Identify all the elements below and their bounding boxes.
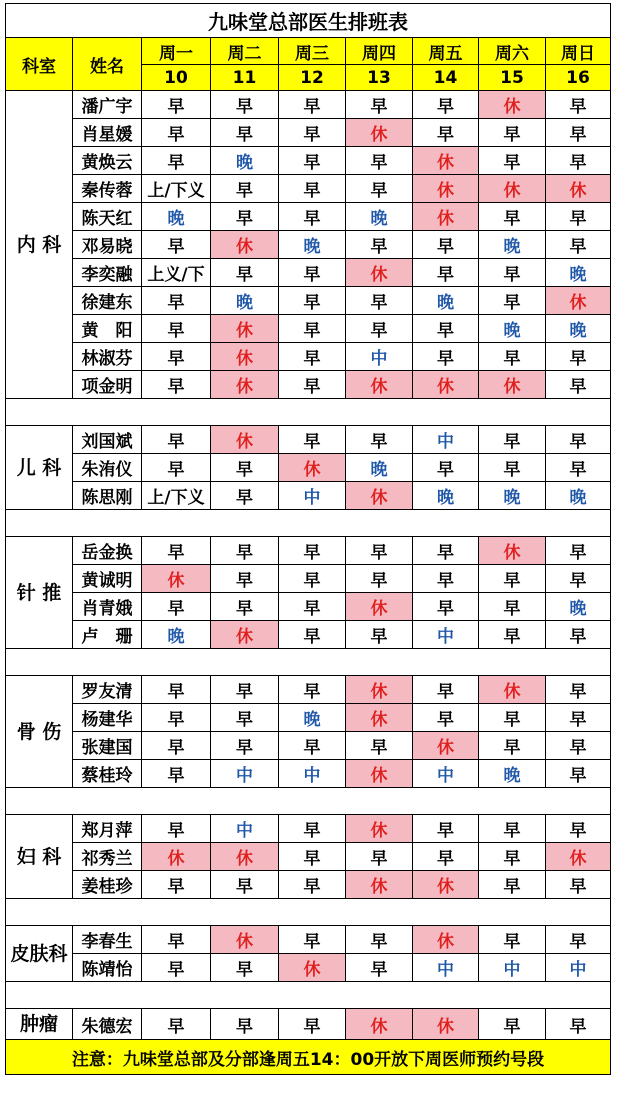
shift-cell: 早 — [279, 119, 346, 147]
name-header: 姓名 — [73, 38, 142, 91]
shift-cell: 休 — [346, 482, 413, 510]
date-header: 14 — [413, 65, 479, 91]
shift-cell: 休 — [546, 843, 611, 871]
doctor-name: 陈思刚 — [73, 482, 142, 510]
day-header: 周五 — [413, 38, 479, 65]
shift-cell: 中 — [279, 760, 346, 788]
shift-cell: 早 — [142, 426, 211, 454]
shift-cell: 休 — [142, 565, 211, 593]
shift-cell: 早 — [346, 147, 413, 175]
shift-cell: 晚 — [546, 482, 611, 510]
doctor-name: 朱德宏 — [73, 1009, 142, 1040]
shift-cell: 早 — [479, 287, 546, 315]
dept-label: 肿瘤 — [6, 1009, 73, 1040]
shift-cell: 早 — [546, 732, 611, 760]
shift-cell: 早 — [279, 259, 346, 287]
shift-cell: 早 — [479, 1009, 546, 1040]
shift-cell: 早 — [279, 621, 346, 649]
shift-cell: 早 — [479, 815, 546, 843]
doctor-name: 黄 阳 — [73, 315, 142, 343]
shift-cell: 早 — [211, 203, 279, 231]
shift-cell: 早 — [279, 565, 346, 593]
shift-cell: 早 — [142, 231, 211, 259]
shift-cell: 早 — [479, 593, 546, 621]
doctor-name: 刘国斌 — [73, 426, 142, 454]
shift-cell: 早 — [142, 926, 211, 954]
divider-cell — [6, 982, 611, 1009]
shift-cell: 早 — [479, 119, 546, 147]
table-row — [6, 175, 611, 203]
doctor-name: 郑月萍 — [73, 815, 142, 843]
shift-cell: 早 — [413, 259, 479, 287]
shift-cell: 早 — [479, 871, 546, 899]
shift-cell: 早 — [279, 287, 346, 315]
shift-cell: 晚 — [546, 315, 611, 343]
shift-cell: 早 — [142, 871, 211, 899]
shift-cell: 早 — [279, 843, 346, 871]
table-row — [6, 343, 611, 371]
shift-cell: 早 — [142, 147, 211, 175]
day-header: 周二 — [211, 38, 279, 65]
table-row — [6, 371, 611, 399]
table-row — [6, 621, 611, 649]
section-divider — [6, 649, 611, 676]
shift-cell: 休 — [346, 371, 413, 399]
shift-cell: 早 — [142, 343, 211, 371]
shift-cell: 晚 — [413, 287, 479, 315]
shift-cell: 早 — [279, 371, 346, 399]
shift-cell: 早 — [479, 621, 546, 649]
footer-row — [6, 1040, 611, 1075]
shift-cell: 休 — [211, 926, 279, 954]
table-row — [6, 1009, 611, 1040]
day-header: 周一 — [142, 38, 211, 65]
shift-cell: 早 — [279, 175, 346, 203]
table-row — [6, 231, 611, 259]
shift-cell: 晚 — [413, 482, 479, 510]
shift-cell: 休 — [279, 954, 346, 982]
table-row — [6, 676, 611, 704]
date-header: 10 — [142, 65, 211, 91]
shift-cell: 中 — [211, 815, 279, 843]
shift-cell: 早 — [413, 815, 479, 843]
shift-cell: 早 — [413, 231, 479, 259]
shift-cell: 早 — [211, 954, 279, 982]
shift-cell: 早 — [346, 565, 413, 593]
shift-cell: 早 — [479, 565, 546, 593]
doctor-name: 项金明 — [73, 371, 142, 399]
shift-cell: 早 — [413, 593, 479, 621]
shift-cell: 晚 — [211, 287, 279, 315]
shift-cell: 早 — [546, 926, 611, 954]
shift-cell: 早 — [211, 704, 279, 732]
shift-cell: 早 — [546, 537, 611, 565]
table-row — [6, 954, 611, 982]
shift-cell: 早 — [413, 565, 479, 593]
shift-cell: 休 — [211, 843, 279, 871]
dept-label: 儿 科 — [6, 426, 73, 510]
shift-cell: 早 — [546, 231, 611, 259]
doctor-name: 李奕融 — [73, 259, 142, 287]
shift-cell: 早 — [279, 815, 346, 843]
shift-cell: 早 — [346, 287, 413, 315]
divider-cell — [6, 899, 611, 926]
shift-cell: 晚 — [346, 203, 413, 231]
shift-cell: 中 — [479, 954, 546, 982]
shift-cell: 早 — [546, 203, 611, 231]
doctor-name: 秦传蓉 — [73, 175, 142, 203]
shift-cell: 早 — [346, 315, 413, 343]
shift-cell: 上/下义 — [142, 175, 211, 203]
shift-cell: 晚 — [546, 593, 611, 621]
shift-cell: 早 — [142, 91, 211, 119]
table-row — [6, 843, 611, 871]
shift-cell: 晚 — [546, 259, 611, 287]
page-title: 九味堂总部医生排班表 — [6, 4, 611, 38]
table-row — [6, 91, 611, 119]
shift-cell: 休 — [413, 871, 479, 899]
day-header: 周日 — [546, 38, 611, 65]
dept-header: 科室 — [6, 38, 73, 91]
shift-cell: 早 — [211, 454, 279, 482]
shift-cell: 早 — [479, 203, 546, 231]
shift-cell: 早 — [346, 732, 413, 760]
shift-cell: 早 — [413, 91, 479, 119]
doctor-name: 朱洧仪 — [73, 454, 142, 482]
shift-cell: 早 — [142, 732, 211, 760]
doctor-name: 徐建东 — [73, 287, 142, 315]
shift-cell: 早 — [279, 537, 346, 565]
shift-cell: 休 — [413, 147, 479, 175]
shift-cell: 早 — [413, 676, 479, 704]
shift-cell: 早 — [279, 871, 346, 899]
shift-cell: 早 — [546, 371, 611, 399]
shift-cell: 休 — [346, 259, 413, 287]
section-divider — [6, 899, 611, 926]
shift-cell: 早 — [479, 926, 546, 954]
shift-cell: 早 — [211, 175, 279, 203]
day-header: 周三 — [279, 38, 346, 65]
doctor-name: 陈靖怡 — [73, 954, 142, 982]
shift-cell: 早 — [142, 287, 211, 315]
date-header: 11 — [211, 65, 279, 91]
doctor-name: 潘广宇 — [73, 91, 142, 119]
shift-cell: 早 — [546, 426, 611, 454]
shift-cell: 休 — [211, 371, 279, 399]
schedule-table — [5, 3, 611, 1075]
shift-cell: 中 — [413, 426, 479, 454]
table-row — [6, 482, 611, 510]
shift-cell: 休 — [346, 1009, 413, 1040]
doctor-name: 卢 珊 — [73, 621, 142, 649]
shift-cell: 早 — [546, 704, 611, 732]
shift-cell: 晚 — [279, 231, 346, 259]
shift-cell: 休 — [413, 203, 479, 231]
shift-cell: 中 — [279, 482, 346, 510]
shift-cell: 早 — [479, 704, 546, 732]
doctor-name: 邓易晓 — [73, 231, 142, 259]
shift-cell: 早 — [479, 147, 546, 175]
shift-cell: 中 — [346, 343, 413, 371]
shift-cell: 早 — [546, 147, 611, 175]
shift-cell: 早 — [279, 593, 346, 621]
shift-cell: 休 — [413, 175, 479, 203]
shift-cell: 中 — [413, 760, 479, 788]
shift-cell: 早 — [413, 537, 479, 565]
shift-cell: 早 — [346, 175, 413, 203]
section-divider — [6, 982, 611, 1009]
day-header: 周六 — [479, 38, 546, 65]
doctor-name: 陈天红 — [73, 203, 142, 231]
shift-cell: 早 — [142, 760, 211, 788]
shift-cell: 早 — [279, 147, 346, 175]
doctor-name: 肖青娥 — [73, 593, 142, 621]
shift-cell: 休 — [479, 91, 546, 119]
shift-cell: 早 — [346, 621, 413, 649]
shift-cell: 休 — [413, 732, 479, 760]
shift-cell: 早 — [279, 343, 346, 371]
shift-cell: 休 — [346, 676, 413, 704]
shift-cell: 休 — [479, 371, 546, 399]
doctor-name: 李春生 — [73, 926, 142, 954]
shift-cell: 早 — [142, 1009, 211, 1040]
shift-cell: 早 — [142, 954, 211, 982]
shift-cell: 早 — [211, 259, 279, 287]
doctor-name: 林淑芬 — [73, 343, 142, 371]
divider-cell — [6, 399, 611, 426]
shift-cell: 晚 — [346, 454, 413, 482]
shift-cell: 早 — [346, 91, 413, 119]
shift-cell: 早 — [142, 704, 211, 732]
shift-cell: 早 — [346, 426, 413, 454]
shift-cell: 休 — [346, 815, 413, 843]
shift-cell: 早 — [479, 426, 546, 454]
shift-cell: 休 — [279, 454, 346, 482]
shift-cell: 休 — [211, 621, 279, 649]
shift-cell: 早 — [546, 343, 611, 371]
shift-cell: 早 — [413, 454, 479, 482]
shift-cell: 休 — [479, 537, 546, 565]
dept-label: 妇 科 — [6, 815, 73, 899]
shift-cell: 早 — [346, 926, 413, 954]
shift-cell: 休 — [211, 315, 279, 343]
divider-cell — [6, 788, 611, 815]
shift-cell: 早 — [546, 676, 611, 704]
shift-cell: 休 — [413, 371, 479, 399]
table-row — [6, 454, 611, 482]
shift-cell: 早 — [546, 565, 611, 593]
shift-cell: 早 — [211, 1009, 279, 1040]
shift-cell: 早 — [279, 426, 346, 454]
shift-cell: 休 — [546, 287, 611, 315]
shift-cell: 晚 — [279, 704, 346, 732]
shift-cell: 早 — [211, 537, 279, 565]
date-header: 16 — [546, 65, 611, 91]
table-row — [6, 426, 611, 454]
shift-cell: 中 — [211, 760, 279, 788]
shift-cell: 早 — [142, 593, 211, 621]
shift-cell: 休 — [211, 426, 279, 454]
shift-cell: 早 — [546, 871, 611, 899]
dept-label: 针 推 — [6, 537, 73, 649]
shift-cell: 早 — [279, 1009, 346, 1040]
shift-cell: 早 — [279, 926, 346, 954]
shift-cell: 早 — [211, 593, 279, 621]
shift-cell: 早 — [346, 954, 413, 982]
doctor-name: 张建国 — [73, 732, 142, 760]
shift-cell: 早 — [479, 454, 546, 482]
shift-cell: 晚 — [479, 482, 546, 510]
shift-cell: 早 — [546, 815, 611, 843]
table-row — [6, 760, 611, 788]
table-row — [6, 926, 611, 954]
dept-label: 皮肤科 — [6, 926, 73, 982]
shift-cell: 中 — [413, 954, 479, 982]
table-row — [6, 203, 611, 231]
shift-cell: 早 — [211, 565, 279, 593]
table-row — [6, 732, 611, 760]
shift-cell: 早 — [413, 843, 479, 871]
shift-cell: 早 — [546, 119, 611, 147]
shift-cell: 早 — [211, 871, 279, 899]
shift-cell: 早 — [211, 732, 279, 760]
shift-cell: 早 — [142, 676, 211, 704]
shift-cell: 休 — [346, 119, 413, 147]
shift-cell: 早 — [346, 537, 413, 565]
shift-cell: 中 — [546, 954, 611, 982]
shift-cell: 休 — [546, 175, 611, 203]
table-row — [6, 593, 611, 621]
shift-cell: 上/下义 — [142, 482, 211, 510]
shift-cell: 早 — [279, 315, 346, 343]
shift-cell: 早 — [479, 732, 546, 760]
shift-cell: 早 — [479, 343, 546, 371]
shift-cell: 早 — [142, 371, 211, 399]
shift-cell: 早 — [279, 91, 346, 119]
table-row — [6, 704, 611, 732]
shift-cell: 早 — [142, 119, 211, 147]
doctor-name: 罗友清 — [73, 676, 142, 704]
shift-cell: 早 — [211, 119, 279, 147]
table-row — [6, 815, 611, 843]
shift-cell: 中 — [413, 621, 479, 649]
shift-cell: 早 — [346, 843, 413, 871]
shift-cell: 早 — [211, 676, 279, 704]
shift-cell: 早 — [142, 315, 211, 343]
table-row — [6, 119, 611, 147]
shift-cell: 早 — [546, 454, 611, 482]
shift-cell: 早 — [546, 621, 611, 649]
shift-cell: 休 — [413, 1009, 479, 1040]
doctor-name: 岳金换 — [73, 537, 142, 565]
shift-cell: 晚 — [142, 203, 211, 231]
shift-cell: 休 — [211, 231, 279, 259]
shift-cell: 早 — [479, 259, 546, 287]
shift-cell: 晚 — [211, 147, 279, 175]
dept-label: 内 科 — [6, 91, 73, 399]
shift-cell: 早 — [211, 91, 279, 119]
table-row — [6, 537, 611, 565]
shift-cell: 休 — [479, 175, 546, 203]
doctor-name: 蔡桂玲 — [73, 760, 142, 788]
shift-cell: 早 — [546, 1009, 611, 1040]
shift-cell: 早 — [142, 454, 211, 482]
shift-cell: 早 — [279, 203, 346, 231]
shift-cell: 休 — [211, 343, 279, 371]
table-row — [6, 315, 611, 343]
shift-cell: 早 — [142, 815, 211, 843]
doctor-name: 祁秀兰 — [73, 843, 142, 871]
doctor-name: 肖星媛 — [73, 119, 142, 147]
shift-cell: 休 — [346, 593, 413, 621]
doctor-name: 黄诚明 — [73, 565, 142, 593]
doctor-name: 杨建华 — [73, 704, 142, 732]
section-divider — [6, 399, 611, 426]
shift-cell: 早 — [546, 760, 611, 788]
date-header: 12 — [279, 65, 346, 91]
divider-cell — [6, 510, 611, 537]
shift-cell: 休 — [413, 926, 479, 954]
shift-cell: 早 — [479, 843, 546, 871]
divider-cell — [6, 649, 611, 676]
shift-cell: 早 — [413, 315, 479, 343]
table-row — [6, 147, 611, 175]
shift-cell: 休 — [479, 676, 546, 704]
day-header: 周四 — [346, 38, 413, 65]
table-row — [6, 565, 611, 593]
dept-label: 骨 伤 — [6, 676, 73, 788]
shift-cell: 早 — [279, 732, 346, 760]
section-divider — [6, 510, 611, 537]
shift-cell: 早 — [413, 343, 479, 371]
section-divider — [6, 788, 611, 815]
table-row — [6, 259, 611, 287]
shift-cell: 上义/下 — [142, 259, 211, 287]
shift-cell: 休 — [142, 843, 211, 871]
date-header: 13 — [346, 65, 413, 91]
table-row — [6, 871, 611, 899]
date-header: 15 — [479, 65, 546, 91]
shift-cell: 晚 — [142, 621, 211, 649]
footer-note: 注意：九味堂总部及分部逢周五14：00开放下周医师预约号段 — [6, 1040, 611, 1075]
shift-cell: 早 — [279, 676, 346, 704]
shift-cell: 休 — [346, 704, 413, 732]
doctor-name: 姜桂珍 — [73, 871, 142, 899]
doctor-name: 黄焕云 — [73, 147, 142, 175]
shift-cell: 晚 — [479, 315, 546, 343]
shift-cell: 早 — [211, 482, 279, 510]
table-row — [6, 287, 611, 315]
shift-cell: 晚 — [479, 231, 546, 259]
shift-cell: 早 — [346, 231, 413, 259]
shift-cell: 早 — [142, 537, 211, 565]
shift-cell: 休 — [346, 871, 413, 899]
shift-cell: 休 — [346, 760, 413, 788]
shift-cell: 晚 — [479, 760, 546, 788]
shift-cell: 早 — [413, 704, 479, 732]
shift-cell: 早 — [546, 91, 611, 119]
shift-cell: 早 — [413, 119, 479, 147]
